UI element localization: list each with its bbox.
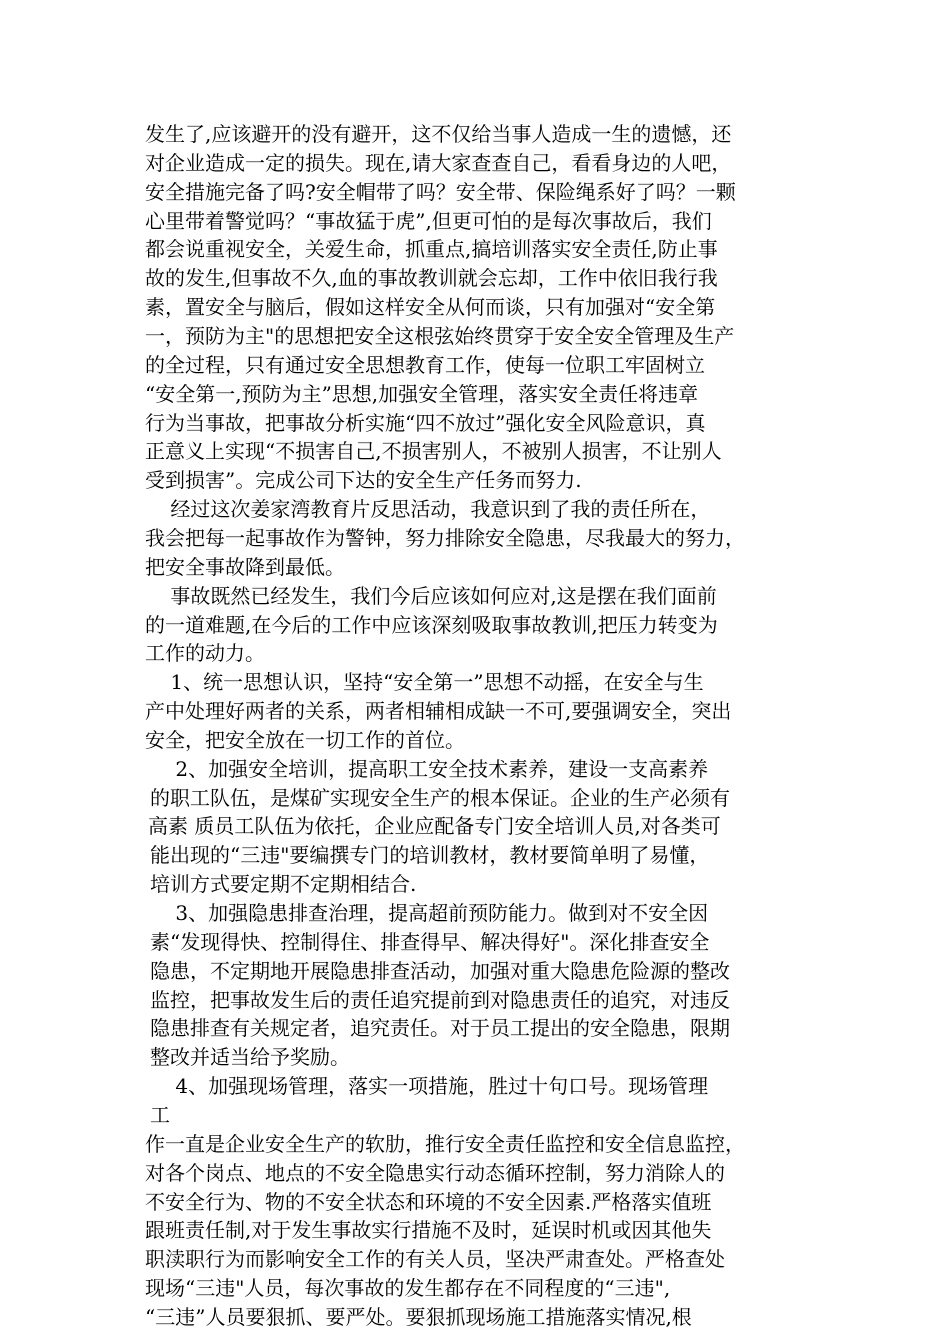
text-line: 安全，把安全放在一切工作的首位。 bbox=[145, 728, 465, 752]
text-line: 素“发现得快、控制得住、排查得早、解决得好"。深化排查安全 bbox=[150, 930, 710, 954]
text-line: “三违”人员要狠抓、要严处。要狠抓现场施工措施落实情况,根 bbox=[145, 1305, 692, 1329]
text-line: 行为当事故，把事故分析实施“四不放过”强化安全风险意识，真 bbox=[145, 411, 706, 435]
text-line: 3、加强隐患排查治理，提高超前预防能力。做到对不安全因 bbox=[150, 901, 709, 925]
text-line: 的一道难题,在今后的工作中应该深刻吸取事故教训,把压力转变为 bbox=[145, 613, 718, 637]
text-line: 隐患排查有关规定者，追究责任。对于员工提出的安全隐患，限期 bbox=[150, 1016, 730, 1040]
text-line: 把安全事故降到最低。 bbox=[145, 555, 345, 579]
text-line: 高素 质员工队伍为依托，企业应配备专门安全培训人员,对各类可 bbox=[148, 814, 721, 838]
text-line: 正意义上实现“不损害自己,不损害别人，不被别人损害，不让别人 bbox=[145, 439, 722, 463]
text-line: 监控，把事故发生后的责任追究提前到对隐患责任的追究，对违反 bbox=[150, 988, 730, 1012]
text-line: “安全第一,预防为主”思想,加强安全管理，落实安全责任将违章 bbox=[145, 382, 699, 406]
text-line: 跟班责任制,对于发生事故实行措施不及时，延误时机或因其他失 bbox=[145, 1218, 712, 1242]
text-line: 工 bbox=[150, 1103, 170, 1127]
text-line: 不安全行为、物的不安全状态和环境的不安全因素.严格落实值班 bbox=[145, 1190, 712, 1214]
text-line: 素，置安全与脑后，假如这样安全从何而谈，只有加强对“安全第 bbox=[145, 295, 716, 319]
text-line: 事故既然已经发生，我们今后应该如何应对,这是摆在我们面前 bbox=[145, 584, 717, 608]
text-line: 对各个岗点、地点的不安全隐患实行动态循环控制，努力消除人的 bbox=[145, 1161, 725, 1185]
text-line: 4、加强现场管理，落实一项措施，胜过十句口号。现场管理 bbox=[150, 1074, 709, 1098]
text-line: 现场“三违"人员，每次事故的发生都存在不同程度的“三违", bbox=[145, 1276, 671, 1300]
text-line: 我会把每一起事故作为警钟，努力排除安全隐患，尽我最大的努力， bbox=[145, 526, 745, 550]
text-line: 整改并适当给予奖励。 bbox=[150, 1045, 350, 1069]
text-line: 1、统一思想认识，坚持“安全第一”思想不动摇，在安全与生 bbox=[145, 670, 704, 694]
text-line: 心里带着警觉吗？“事故猛于虎”,但更可怕的是每次事故后，我们 bbox=[145, 209, 712, 233]
text-line: 发生了,应该避开的没有避开，这不仅给当事人造成一生的遗憾，还 bbox=[145, 122, 732, 146]
text-line: 作一直是企业安全生产的软肋，推行安全责任监控和安全信息监控， bbox=[145, 1132, 745, 1156]
text-line: 受到损害”。完成公司下达的安全生产任务而努力. bbox=[145, 468, 582, 492]
text-line: 2、加强安全培训，提高职工安全技术素养，建设一支高素养 bbox=[150, 757, 709, 781]
text-line: 经过这次姜家湾教育片反思活动，我意识到了我的责任所在， bbox=[145, 497, 711, 521]
text-line: 能出现的“三违"要编撰专门的培训教材，教材要简单明了易懂， bbox=[150, 843, 710, 867]
text-line: 安全措施完备了吗?安全帽带了吗？安全带、保险绳系好了吗？一颗 bbox=[145, 180, 736, 204]
text-line: 对企业造成一定的损失。现在,请大家查查自己，看看身边的人吧， bbox=[145, 151, 732, 175]
text-line: 隐患，不定期地开展隐患排查活动，加强对重大隐患危险源的整改 bbox=[150, 959, 730, 983]
text-line: 一，预防为主"的思想把安全这根弦始终贯穿于安全安全管理及生产 bbox=[145, 324, 735, 348]
text-line: 的职工队伍，是煤矿实现安全生产的根本保证。企业的生产必须有 bbox=[150, 786, 730, 810]
text-line: 培训方式要定期不定期相结合. bbox=[150, 872, 417, 896]
text-line: 职渎职行为而影响安全工作的有关人员，坚决严肃查处。严格查处 bbox=[145, 1247, 725, 1271]
text-line: 的全过程，只有通过安全思想教育工作，使每一位职工牢固树立 bbox=[145, 353, 705, 377]
text-line: 工作的动力。 bbox=[145, 641, 265, 665]
text-line: 故的发生,但事故不久,血的事故教训就会忘却，工作中依旧我行我 bbox=[145, 266, 718, 290]
text-line: 都会说重视安全，关爱生命，抓重点,搞培训落实安全责任,防止事 bbox=[145, 237, 718, 261]
text-line: 产中处理好两者的关系，两者相辅相成缺一不可,要强调安全，突出 bbox=[145, 699, 732, 723]
